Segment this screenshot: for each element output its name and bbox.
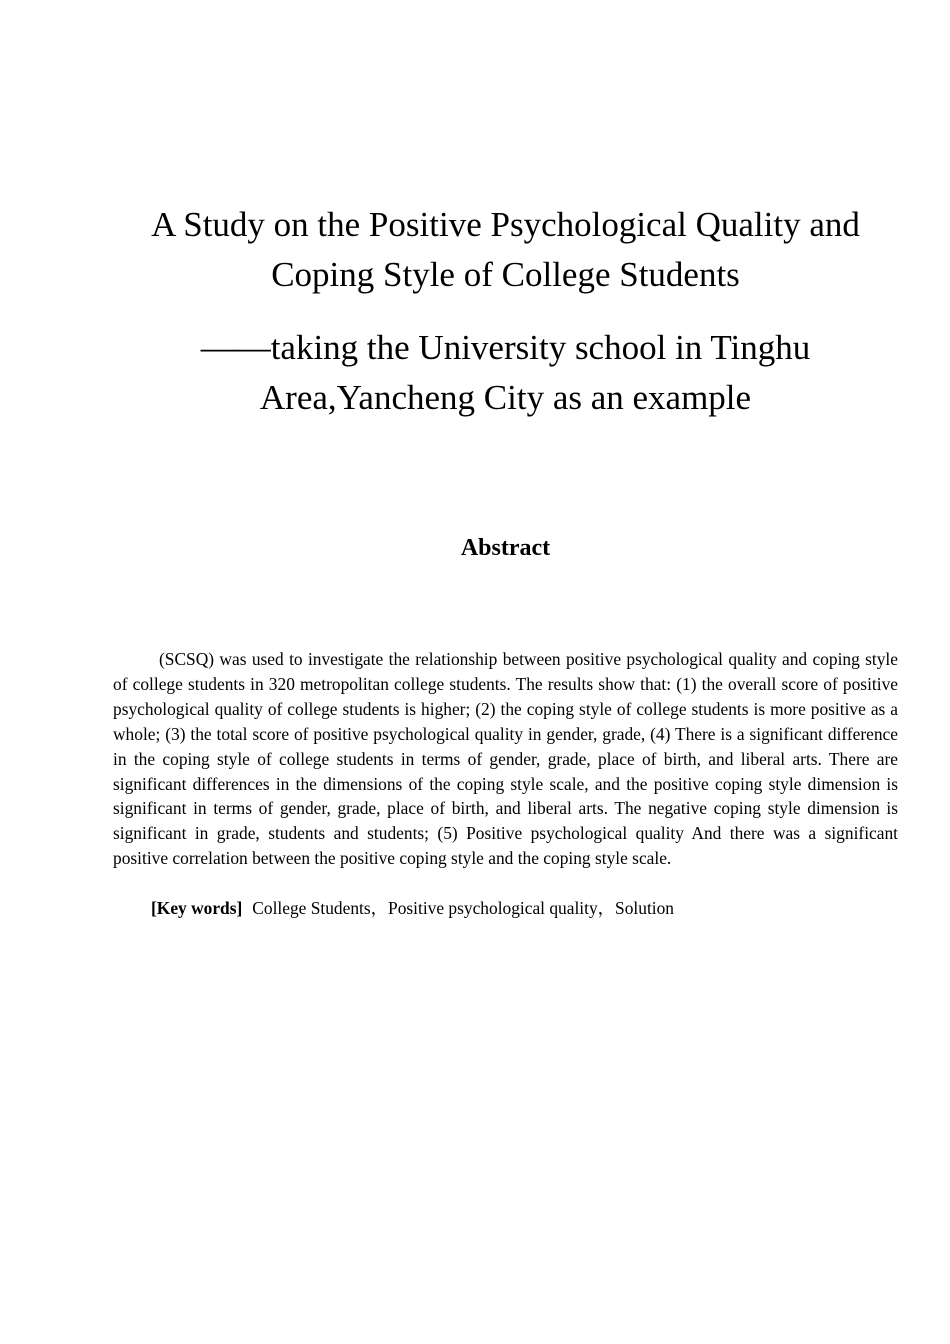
subtitle-dash: —— [200, 328, 271, 367]
keywords-text: College Students，Positive psychological quality，Solution [252, 898, 675, 918]
paper-subtitle-line-1: taking the University school in Tinghu [270, 328, 811, 367]
paper-subtitle [113, 323, 898, 423]
keywords-label: [Key words] [151, 898, 243, 918]
paper-title [113, 200, 898, 300]
keywords-line [113, 896, 898, 921]
paper-title-line-2: Coping Style of College Students [271, 255, 740, 294]
abstract-body: (SCSQ) was used to investigate the relationship between positive psychological quality and coping style of college students in 320 metropolitan college students. The results show that: (1) the overall score of positive psychological quality of college students is higher; (2) the coping style of college students is more positive as a whole; (3) the total score of positive psychological quality in gender, grade, (4) There is a significant difference in the coping style of college students in terms of gender, grade, place of birth, and liberal arts. There are significant differences in the dimensions of the coping style scale, and the positive coping style dimension is significant in terms of gender, grade, place of birth, and liberal arts. The negative coping style dimension is significant in grade, students and students; (5) Positive psychological quality And there was a significant positive correlation between the positive coping style and the coping style scale. [113, 649, 898, 869]
paper-subtitle-line-2: Area,Yancheng City as an example [259, 378, 752, 417]
paper-title-line-1: A Study on the Positive Psychological Quality and [151, 205, 860, 244]
abstract-heading: Abstract [460, 535, 551, 561]
